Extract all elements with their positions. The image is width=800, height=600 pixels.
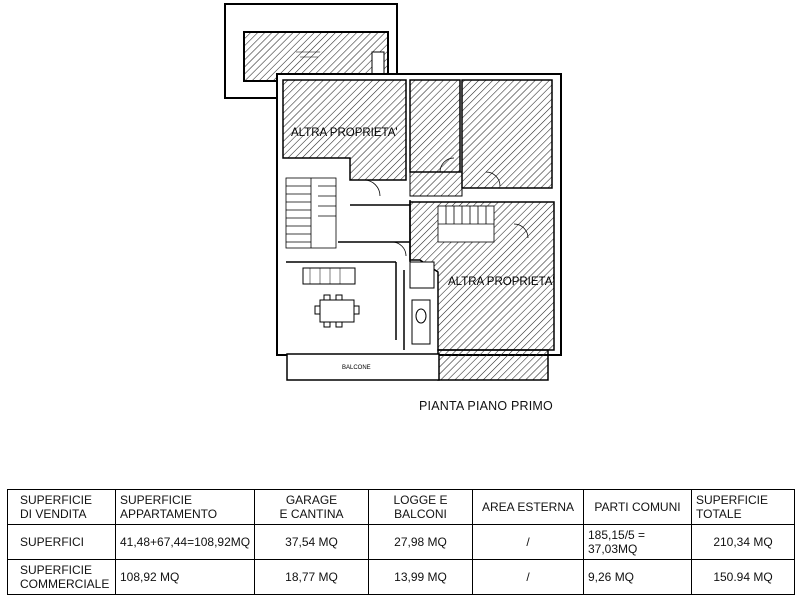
header-common-parts: PARTI COMUNI <box>584 490 692 525</box>
cell-total: 150.94 MQ <box>692 560 795 595</box>
cell-outdoor: / <box>473 525 584 560</box>
row-label: SUPERFICIE COMMERCIALE <box>8 560 116 595</box>
header-surface-for-sale: SUPERFICIE DI VENDITA <box>8 490 116 525</box>
cell-common: 9,26 MQ <box>584 560 692 595</box>
plan-caption: PIANTA PIANO PRIMO <box>419 399 553 413</box>
table-row <box>8 560 795 595</box>
cell-apartment: 108,92 MQ <box>116 560 255 595</box>
kitchen-counter <box>303 268 355 284</box>
lower-unit-label: ALTRA PROPRIETA' <box>448 276 555 288</box>
dining-table <box>315 295 359 327</box>
cell-garage: 18,77 MQ <box>255 560 369 595</box>
surface-table <box>7 489 795 595</box>
header-total-surface: SUPERFICIE TOTALE <box>692 490 795 525</box>
table-header-row <box>8 490 795 525</box>
row-label: SUPERFICI <box>8 525 116 560</box>
header-garage-cellar: GARAGE E CANTINA <box>255 490 369 525</box>
balcony-label: BALCONE <box>342 365 371 371</box>
staircase-right <box>438 206 494 242</box>
cell-common: 185,15/5 = 37,03MQ <box>584 525 692 560</box>
cell-apartment: 41,48+67,44=108,92MQ <box>116 525 255 560</box>
cell-garage: 37,54 MQ <box>255 525 369 560</box>
cell-total: 210,34 MQ <box>692 525 795 560</box>
upper-unit-label: ALTRA PROPRIETA' <box>291 127 398 139</box>
cell-loggias: 13,99 MQ <box>369 560 473 595</box>
header-apartment-surface: SUPERFICIE APPARTAMENTO <box>116 490 255 525</box>
bathroom-fixtures <box>410 262 434 344</box>
header-outdoor-area: AREA ESTERNA <box>473 490 584 525</box>
header-loggias-balconies: LOGGE E BALCONI <box>369 490 473 525</box>
cell-outdoor: / <box>473 560 584 595</box>
table-row <box>8 525 795 560</box>
cell-loggias: 27,98 MQ <box>369 525 473 560</box>
